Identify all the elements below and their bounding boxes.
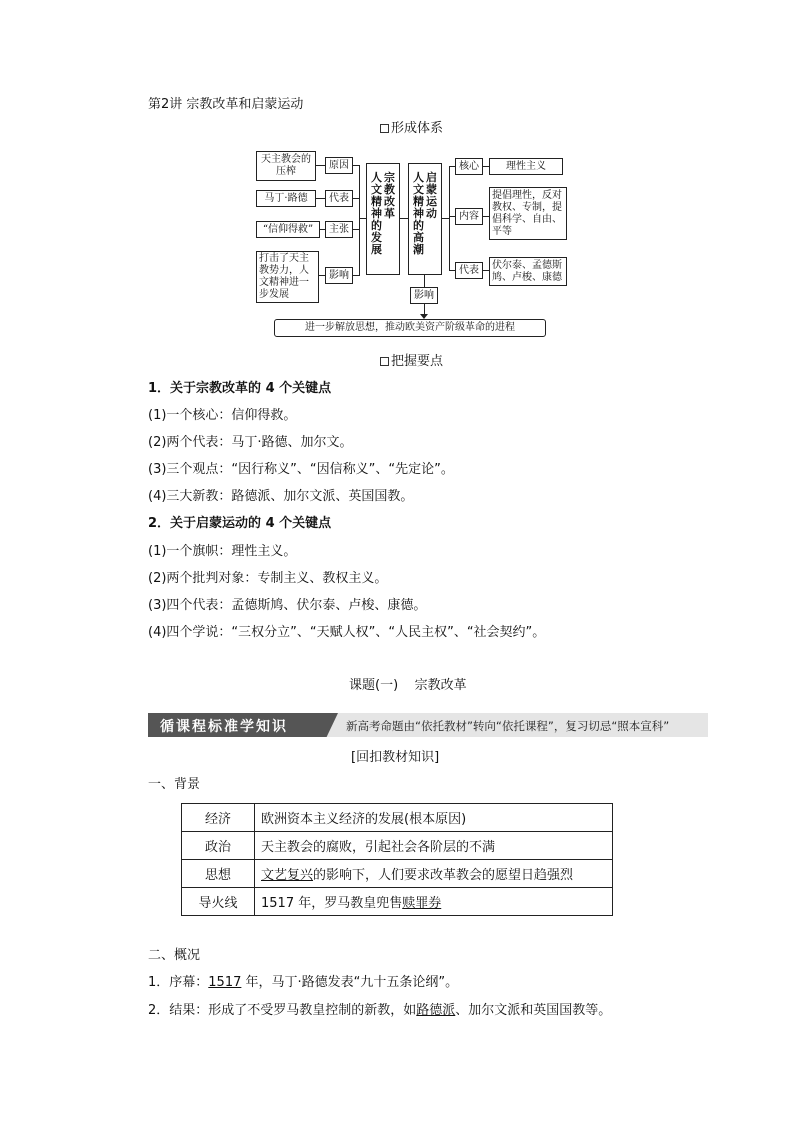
table-cell-value: 欧洲资本主义经济的发展(根本原因) <box>255 804 613 832</box>
table-row <box>182 832 613 860</box>
table-cell-value: 天主教会的腐败，引起社会各阶层的不满 <box>255 832 613 860</box>
kp2-item: (1)一个旗帜：理性主义。 <box>148 544 297 559</box>
center-right-col1: 人文精神的高潮 <box>413 171 424 256</box>
kp1-item: (2)两个代表：马丁·路德、加尔文。 <box>148 435 353 450</box>
overview-item-1 <box>148 975 458 991</box>
tag-bottom-impact: 影响 <box>410 287 438 304</box>
input-box-claim: “信仰得救” <box>256 221 320 238</box>
ov-text: 年，马丁·路德发表“九十五条论纲”。 <box>241 975 459 990</box>
table-cell-value <box>255 888 613 916</box>
value-text: 的影响下，人们要求改革教会的愿望日趋强烈 <box>313 868 574 883</box>
ov-underlined: 1517 <box>208 975 242 990</box>
key-points-heading-text: 把握要点 <box>391 354 444 369</box>
tag-core: 核心 <box>455 158 483 175</box>
bottom-result-box: 进一步解放思想，推动欧美资产阶级革命的进程 <box>274 319 546 337</box>
tag-representative: 代表 <box>325 190 353 207</box>
input-box-impact: 打击了天主教势力，人文精神进一步发展 <box>256 251 319 303</box>
table-row <box>182 860 613 888</box>
kp2-item: (4)四个学说：“三权分立”、“天赋人权”、“人民主权”、“社会契约”。 <box>148 625 546 640</box>
tag-claim: 主张 <box>325 221 353 238</box>
output-box-content: 提倡理性，反对教权、专制，提倡科学、自由、平等 <box>489 187 567 240</box>
table-row <box>182 888 613 916</box>
key-points-heading <box>380 354 443 370</box>
lecture-title: 第2讲 宗教改革和启蒙运动 <box>148 97 304 112</box>
center-left-col1: 人文精神的发展 <box>371 171 382 256</box>
table-cell-key: 思想 <box>182 860 255 888</box>
ov-text: 2．结果：形成了不受罗马教皇控制的新教，如 <box>148 1003 417 1018</box>
input-box-cause: 天主教会的压榨 <box>256 151 316 181</box>
kp1-title: 1．关于宗教改革的 4 个关键点 <box>148 381 332 396</box>
table-cell-key: 经济 <box>182 804 255 832</box>
tag-representatives: 代表 <box>455 262 483 279</box>
center-box-enlightenment <box>408 163 442 275</box>
background-heading: 一、背景 <box>148 777 201 792</box>
table-row <box>182 804 613 832</box>
output-box-core: 理性主义 <box>489 158 563 175</box>
system-heading-text: 形成体系 <box>391 121 444 136</box>
overview-item-2 <box>148 1003 611 1019</box>
tag-impact: 影响 <box>325 267 353 284</box>
table-cell-key: 导火线 <box>182 888 255 916</box>
tag-content: 内容 <box>455 208 483 225</box>
bullet-icon <box>380 357 389 366</box>
topic-title: 课题(一) 宗教改革 <box>349 678 467 693</box>
kp2-item: (3)四个代表：孟德斯鸠、伏尔泰、卢梭、康德。 <box>148 598 427 613</box>
center-left-col2: 宗教改革 <box>384 171 395 220</box>
table-cell-key: 政治 <box>182 832 255 860</box>
banner-subtitle: 新高考命题由“依托教材”转向“依托课程”，复习切忌“照本宣科” <box>346 719 670 733</box>
ov-text: 1．序幕： <box>148 975 209 990</box>
kp1-item: (1)一个核心：信仰得救。 <box>148 408 297 423</box>
center-right-col2: 启蒙运动 <box>426 171 437 220</box>
banner-title: 循课程标准学知识 <box>160 719 288 735</box>
table-cell-value <box>255 860 613 888</box>
kp1-item: (3)三个观点：“因行称义”、“因信称义”、“先定论”。 <box>148 462 454 477</box>
value-underlined: 文艺复兴 <box>261 868 314 883</box>
kp2-item: (2)两个批判对象：专制主义、教权主义。 <box>148 571 388 586</box>
kp2-title: 2．关于启蒙运动的 4 个关键点 <box>148 516 332 531</box>
center-box-reformation <box>366 163 400 275</box>
tag-cause: 原因 <box>325 157 353 174</box>
input-box-representative: 马丁·路德 <box>256 190 316 207</box>
kp1-item: (4)三大新教：路德派、加尔文派、英国国教。 <box>148 489 414 504</box>
system-heading <box>380 121 443 137</box>
bullet-icon <box>380 124 389 133</box>
background-table <box>181 803 613 916</box>
ov-text: 、加尔文派和英国国教等。 <box>455 1003 612 1018</box>
recall-heading: [回扣教材知识] <box>351 750 440 765</box>
output-box-representatives: 伏尔泰、孟德斯鸠、卢梭、康德 <box>489 257 567 286</box>
ov-underlined: 路德派 <box>416 1003 456 1018</box>
value-underlined: 赎罪券 <box>402 896 442 911</box>
value-text: 1517 年，罗马教皇兜售 <box>261 896 403 911</box>
overview-heading: 二、概况 <box>148 948 201 963</box>
